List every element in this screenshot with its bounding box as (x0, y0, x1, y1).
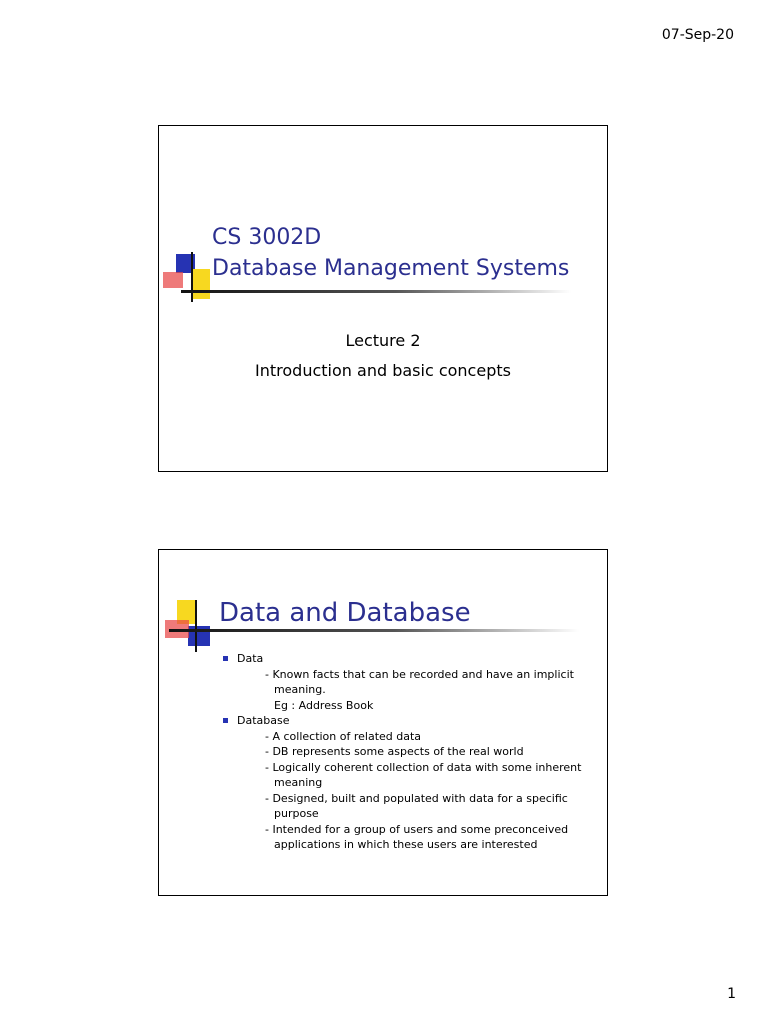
squares-logo-icon (163, 600, 223, 652)
sub-item-text: - Logically coherent collection of data with some inherent (265, 760, 582, 774)
sub-item-continuation: meaning (274, 776, 323, 789)
title-underline (169, 629, 579, 632)
sub-item (223, 729, 593, 745)
sub-item-continuation: applications in which these users are interested (274, 838, 538, 851)
sub-item (223, 667, 593, 714)
lecture-number: Lecture 2 (345, 331, 421, 350)
sub-item-text: - A collection of related data (265, 729, 422, 743)
sub-item (223, 791, 593, 822)
slide-heading: Data and Database (219, 598, 471, 628)
bullet-square-icon (223, 656, 228, 661)
sub-item-example: Eg : Address Book (274, 698, 374, 712)
sub-item (223, 822, 593, 853)
logo-vertical-line (195, 600, 197, 652)
sub-item-text: - Designed, built and populated with data for a specific (265, 791, 568, 805)
sub-item-continuation: meaning. (274, 683, 326, 696)
page-number: 1 (727, 986, 736, 1002)
sub-item-text: - Known facts that can be recorded and have an implicit (265, 667, 574, 681)
page-date: 07-Sep-20 (661, 27, 734, 43)
slide-subtitle (159, 326, 607, 386)
sub-item (223, 760, 593, 791)
slide-body (223, 651, 593, 853)
yellow-square-icon (191, 269, 210, 299)
slide-title (158, 125, 608, 472)
bullet-data (223, 651, 593, 667)
course-code: CS 3002D (212, 225, 322, 250)
bullet-database (223, 713, 593, 729)
bullet-label: Database (237, 714, 290, 727)
bullet-label: Data (237, 652, 264, 665)
slide-title-heading (212, 222, 569, 284)
title-underline (181, 290, 571, 293)
sub-item-text: - Intended for a group of users and some preconceived (265, 822, 569, 836)
sub-item (223, 744, 593, 760)
course-name: Database Management Systems (212, 256, 570, 281)
bullet-square-icon (223, 718, 228, 723)
lecture-topic: Introduction and basic concepts (255, 361, 511, 380)
logo-vertical-line (191, 252, 193, 302)
sub-item-continuation: purpose (274, 807, 319, 820)
red-square-icon (163, 272, 183, 288)
sub-item-text: - DB represents some aspects of the real world (265, 745, 524, 758)
slide-data-and-database (158, 549, 608, 896)
